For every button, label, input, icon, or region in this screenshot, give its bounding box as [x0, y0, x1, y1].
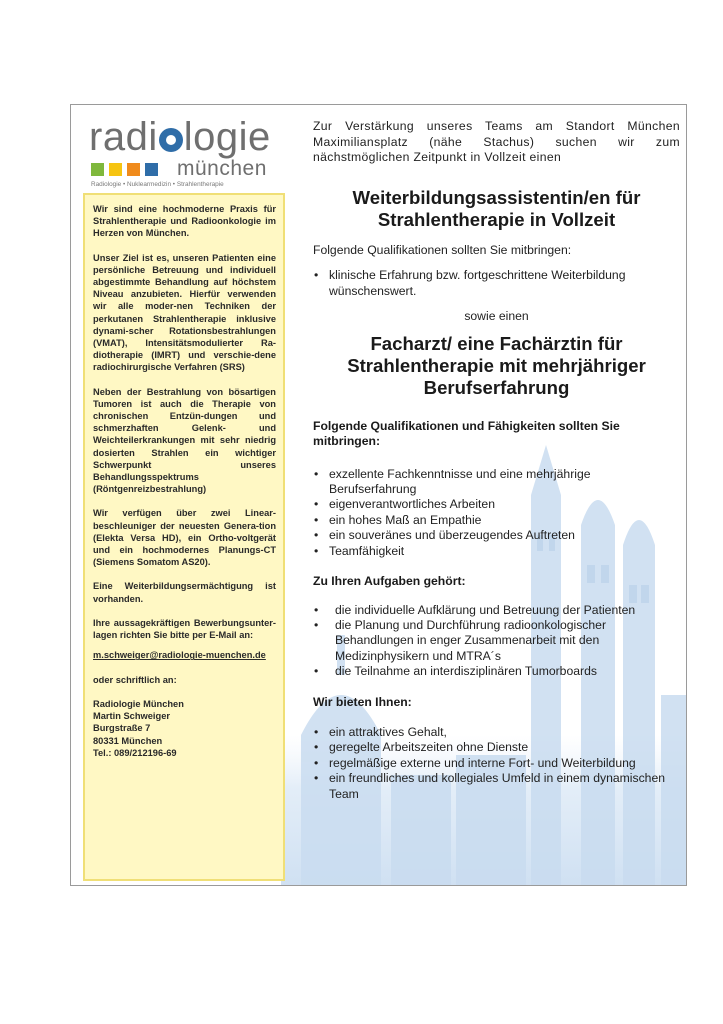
qualifications-title: Folgende Qualifikationen sollten Sie mitbringen: — [313, 242, 572, 257]
logo-wordmark — [89, 115, 271, 159]
logo-square — [127, 163, 140, 176]
sidebar-paragraph: Eine Weiterbildungsermächtigung ist vorhanden. — [93, 581, 276, 604]
logo-city: münchen — [177, 157, 267, 180]
list-item: • Teamfähigkeit — [313, 544, 680, 559]
list-item: • die Planung und Durchführung radioonkologischer Behandlungen in enger Zusammenarbeit mit den Medizinphysikern und MTRA´s — [313, 618, 680, 664]
tasks-title: Zu Ihren Aufgaben gehört: — [313, 574, 466, 589]
list-item: • die individuelle Aufklärung und Betreuung der Patienten — [313, 603, 680, 618]
radiologie-muenchen-logo — [89, 115, 289, 189]
position-title-specialist: Facharzt/ eine Fachärztin für Strahlentherapie mit mehrjähriger Berufserfahrung — [347, 332, 646, 398]
qualifications-list — [313, 268, 680, 299]
sidebar-paragraph: Wir sind eine hochmoderne Praxis für Strahlentherapie und Radioonkologie im Herzen von München. — [93, 204, 276, 239]
offer-title: Wir bieten Ihnen: — [313, 694, 412, 709]
logo-o-mark — [159, 128, 183, 152]
postal-intro: oder schriftlich an: — [93, 674, 177, 685]
postal-address — [93, 698, 276, 759]
intro-text: Zur Verstärkung unseres Teams am Standort München Maximiliansplatz (nähe Stachus) suchen wir zum nächstmöglichen Zeitpunkt in Vollzeit einen — [313, 119, 680, 165]
list-item: • ein souveränes und überzeugendes Auftreten — [313, 528, 680, 543]
logo-square — [91, 163, 104, 176]
position-title-assistant: Weiterbildungsassistentin/en für Strahlentherapie in Vollzeit — [352, 186, 641, 230]
list-item: • ein freundliches und kollegiales Umfeld in einem dynamischen Team — [313, 771, 680, 802]
list-item: • exzellente Fachkenntnisse und eine mehrjährige Berufserfahrung — [313, 467, 680, 498]
qualifications-list-specialist — [313, 467, 680, 559]
list-item: • ein attraktives Gehalt, — [313, 725, 680, 740]
list-item: • geregelte Arbeitszeiten ohne Dienste — [313, 740, 680, 755]
address-line: Burgstraße 7 — [93, 723, 151, 734]
job-description — [313, 119, 680, 802]
logo-word-part: logie — [183, 115, 271, 159]
address-line: 80331 München — [93, 735, 163, 746]
practice-info-sidebar — [83, 193, 285, 881]
list-item: • klinische Erfahrung bzw. fortgeschrittene Weiterbildung wünschenswert. — [313, 268, 680, 299]
logo-word-part: radi — [89, 115, 158, 159]
logo-tagline: Radiologie • Nuklearmedizin • Strahlentherapie — [91, 181, 224, 188]
list-item: • regelmäßige externe und interne Fort- und Weiterbildung — [313, 756, 680, 771]
email-link[interactable]: m.schweiger@radiologie-muenchen.de — [93, 650, 266, 661]
logo-square — [109, 163, 122, 176]
list-item: • ein hohes Maß an Empathie — [313, 513, 680, 528]
address-line: Radiologie München — [93, 698, 184, 709]
job-ad-frame — [70, 104, 687, 886]
logo-color-squares — [91, 163, 163, 176]
qualifications-title-specialist: Folgende Qualifikationen und Fähigkeiten sollten Sie mitbringen: — [313, 418, 620, 449]
tasks-list — [313, 603, 680, 680]
sidebar-paragraph: Ihre aussagekräftigen Bewerbungsunter-lagen richten Sie bitte per E-Mail an: — [93, 617, 276, 641]
list-item: • die Teilnahme an interdisziplinären Tumorboards — [313, 664, 680, 679]
email-paragraph — [93, 649, 276, 661]
connector-text: sowie einen — [464, 309, 529, 324]
sidebar-paragraph: Neben der Bestrahlung von bösartigen Tumoren ist auch die Therapie von chronischen Entzün-dungen und schmerzhaften Gelenk- und Weichteilerkrankungen mit sehr niedrig dosierten Strahlen ein wichtiger Schwerpunkt unseres Behandlungsspektrums (Röntgenreizbestrahlung) — [93, 386, 276, 495]
list-item: • eigenverantwortliches Arbeiten — [313, 497, 680, 512]
sidebar-paragraph: Wir verfügen über zwei Linear-beschleuniger der neuesten Genera-tion (Elekta Versa HD), ein Ortho-voltgerät und ein hochmodernes Planungs-CT (Siemens Somatom AS20). — [93, 508, 276, 568]
offer-list — [313, 725, 680, 802]
address-line: Martin Schweiger — [93, 711, 170, 721]
sidebar-paragraph: Unser Ziel ist es, unseren Patienten eine persönliche Betreuung und individuell abgestimmte Behandlung auf höchstem Niveau anzubieten. Hierfür verwenden wir alle moder-nen Techniken der perkutanen Strahlentherapie inklusive dynami-scher Rotationsbestrahlungen (VMAT), Intensitätsmodulierter Ra-diotherapie (IMRT) und verschie-dene radiochirurgische Verfahren (SRS) — [93, 252, 276, 373]
logo-square — [145, 163, 158, 176]
address-line: Tel.: 089/212196-69 — [93, 747, 177, 758]
